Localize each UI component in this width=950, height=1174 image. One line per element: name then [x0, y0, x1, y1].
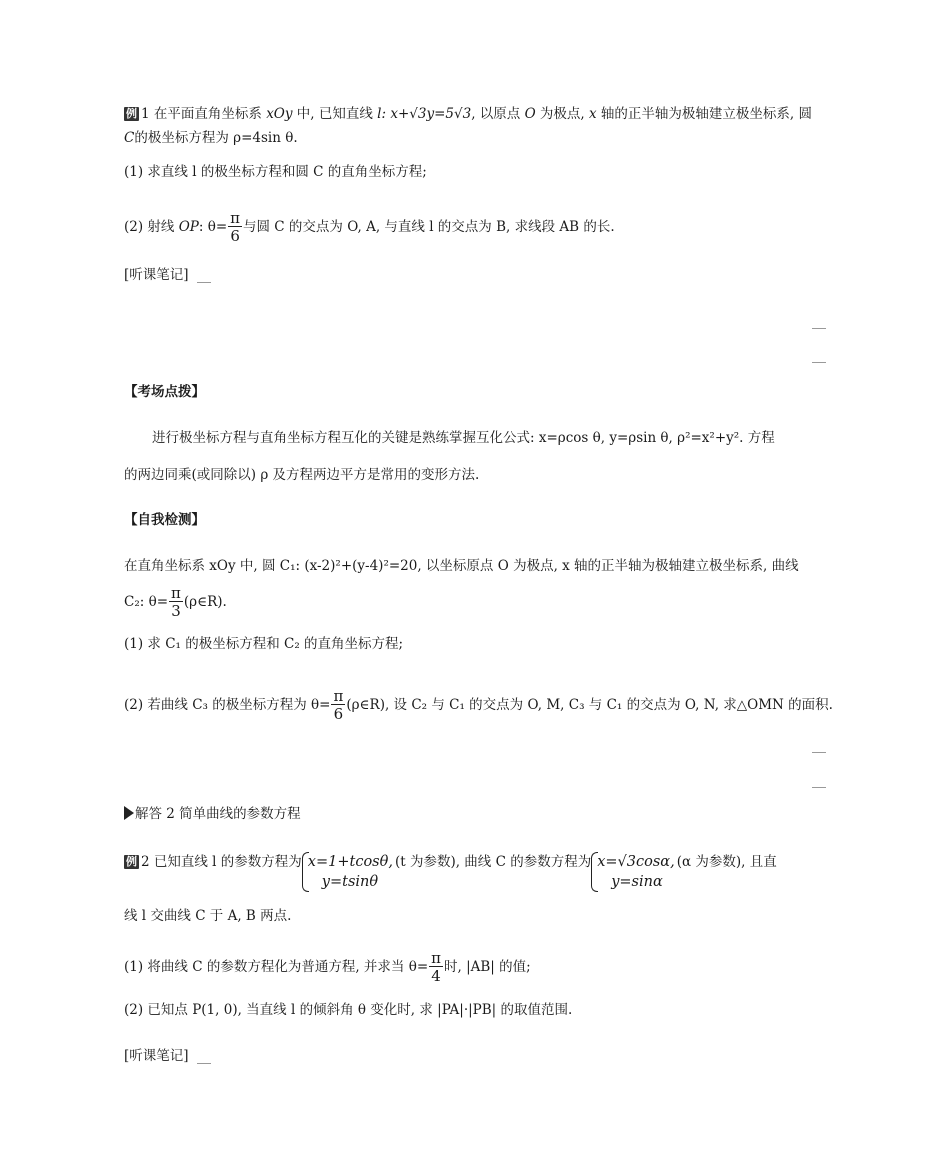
equation-system-curve: x=√3cosα, y=sinα [591, 852, 674, 892]
brace-icon [591, 852, 598, 892]
self-check-heading: 【自我检测】 [124, 512, 205, 528]
equation-system-line: x=1+tcosθ, y=tsinθ [302, 852, 393, 892]
blank-line [812, 787, 826, 788]
tips-paragraph-2: 的两边同乘(或同除以) ρ 及方程两边平方是常用的变形方法. [124, 467, 480, 483]
example-2-question-2: (2) 已知点 P(1, 0), 当直线 l 的倾斜角 θ 变化时, 求 |PA|·|PB| 的取值范围. [124, 1002, 573, 1018]
brace-icon [302, 852, 309, 892]
blank-line [812, 752, 826, 753]
blank-line [197, 282, 211, 283]
lecture-notes-1: [听课笔记] [124, 265, 211, 285]
fraction-pi-4: $\frac{\pi}{4}$ [431, 949, 441, 985]
section-2-title: 解答 2 简单曲线的参数方程 [124, 804, 301, 824]
section-arrow-icon [124, 806, 134, 820]
fraction-pi-6: $\frac{\pi}{6}$ [230, 209, 241, 245]
fraction-pi-6: $\frac{\pi}{6}$ [333, 687, 344, 723]
fraction-pi-3: $\frac{\pi}{3}$ [171, 584, 181, 620]
self-check-question-2: (2) 若曲线 C₃ 的极坐标方程为 θ= $\frac{\pi}{6}$ (ρ∈R), 设 C₂ 与 C₁ 的交点为 O, M, C₃ 与 C₁ 的交点为 O, N, 求△OMN 的面积. [124, 687, 833, 723]
example-1-line-2: C的极坐标方程为 ρ=4sin θ. [124, 130, 298, 146]
example-1-question-1: (1) 求直线 l 的极坐标方程和圆 C 的直角坐标方程; [124, 164, 427, 180]
blank-line [812, 362, 826, 363]
example-2-line-2: 线 l 交曲线 C 于 A, B 两点. [124, 908, 292, 924]
self-check-line-2: C₂: θ= $\frac{\pi}{3}$ (ρ∈R). [124, 584, 227, 620]
lecture-notes-2: [听课笔记] [124, 1046, 211, 1066]
example-tag: 例 [126, 107, 137, 120]
example-2-question-1: (1) 将曲线 C 的参数方程化为普通方程, 并求当 θ= $\frac{\pi}{4}$ 时, |AB| 的值; [124, 949, 531, 985]
tips-paragraph-1: 进行极坐标方程与直角坐标方程互化的关键是熟练掌握互化公式: x=ρcos θ, y=ρsin θ, ρ²=x²+y². 方程 [152, 430, 775, 446]
self-check-line-1: 在直角坐标系 xOy 中, 圆 C₁: (x-2)²+(y-4)²=20, 以坐标原点 O 为极点, x 轴的正半轴为极轴建立极坐标系, 曲线 [124, 558, 799, 574]
example-tag: 例 [126, 855, 137, 868]
blank-line [812, 328, 826, 329]
example-1-question-2: (2) 射线 OP: θ= $\frac{\pi}{6}$ 与圆 C 的交点为 O, A, 与直线 l 的交点为 B, 求线段 AB 的长. [124, 209, 615, 245]
example-2-line-1: 例 2 已知直线 l 的参数方程为 x=1+tcosθ, y=tsinθ (t 为参数), 曲线 C 的参数方程为 x=√3cosα, y=sinα (α 为参数), 且直 [126, 854, 777, 890]
tips-heading: 【考场点拨】 [124, 384, 205, 400]
example-1-line-1: 例 1 在平面直角坐标系 xOy 中, 已知直线 l: x+√3y=5√3, 以原点 O 为极点, x 轴的正半轴为极轴建立极坐标系, 圆 [126, 106, 813, 122]
self-check-question-1: (1) 求 C₁ 的极坐标方程和 C₂ 的直角坐标方程; [124, 636, 404, 652]
blank-line [197, 1063, 211, 1064]
